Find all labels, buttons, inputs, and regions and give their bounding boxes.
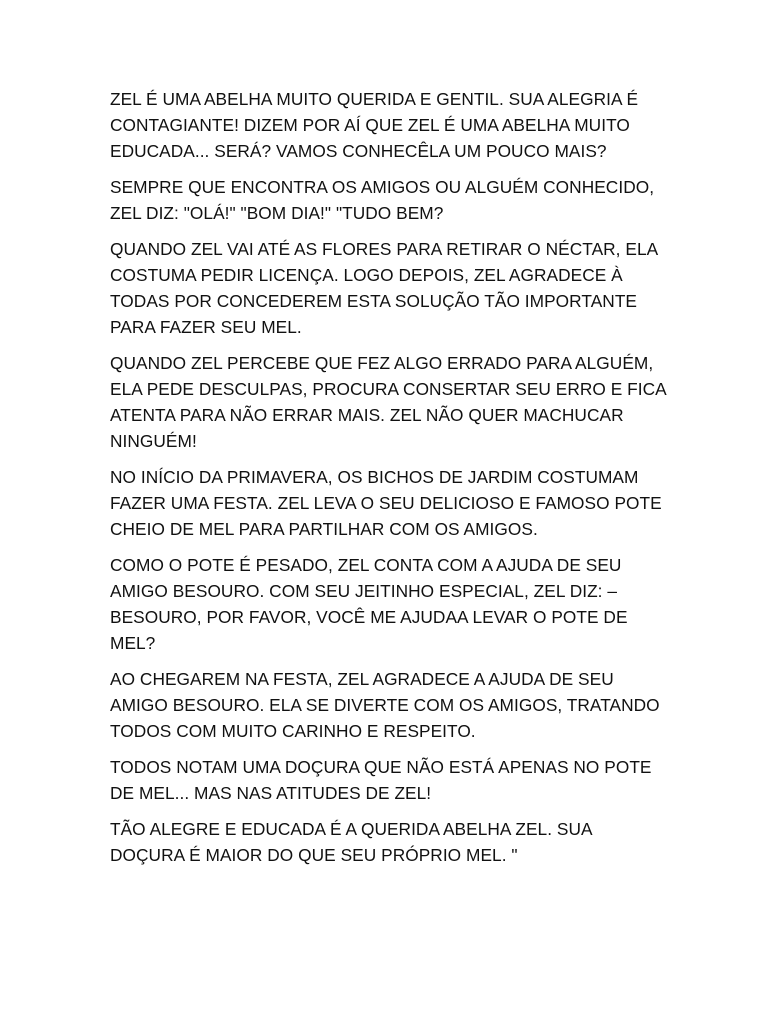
paragraph-3: QUANDO ZEL VAI ATÉ AS FLORES PARA RETIRAR O NÉCTAR, ELA COSTUMA PEDIR LICENÇA. LOGO DEPOIS, ZEL AGRADECE À TODAS POR CONCEDEREM ESTA SOLUÇÃO TÃO IMPORTANTE PARA FAZER SEU MEL. (110, 239, 659, 337)
paragraph-9: TÃO ALEGRE E EDUCADA É A QUERIDA ABELHA ZEL. SUA DOÇURA É MAIOR DO QUE SEU PRÓPRIO MEL. " (110, 819, 593, 865)
paragraph-2: SEMPRE QUE ENCONTRA OS AMIGOS OU ALGUÉM CONHECIDO, ZEL DIZ: "OLÁ!" "BOM DIA!" "TUDO BEM? (110, 177, 655, 223)
paragraph-4: QUANDO ZEL PERCEBE QUE FEZ ALGO ERRADO PARA ALGUÉM, ELA PEDE DESCULPAS, PROCURA CONSERTAR SEU ERRO E FICA ATENTA PARA NÃO ERRAR MAIS. ZEL NÃO QUER MACHUCAR NINGUÉM! (110, 353, 667, 451)
paragraph-8: TODOS NOTAM UMA DOÇURA QUE NÃO ESTÁ APENAS NO POTE DE MEL... MAS NAS ATITUDES DE ZEL! (110, 757, 652, 803)
paragraph-1: ZEL É UMA ABELHA MUITO QUERIDA E GENTIL. SUA ALEGRIA É CONTAGIANTE! DIZEM POR AÍ QUE ZEL É UMA ABELHA MUITO EDUCADA... SERÁ? VAMOS CONHECÊLA UM POUCO MAIS? (110, 89, 639, 161)
paragraph-5: NO INÍCIO DA PRIMAVERA, OS BICHOS DE JARDIM COSTUMAM FAZER UMA FESTA. ZEL LEVA O SEU DELICIOSO E FAMOSO POTE CHEIO DE MEL PARA PARTILHAR COM OS AMIGOS. (110, 467, 662, 539)
paragraph-6: COMO O POTE É PESADO, ZEL CONTA COM A AJUDA DE SEU AMIGO BESOURO. COM SEU JEITINHO ESPECIAL, ZEL DIZ: – BESOURO, POR FAVOR, VOCÊ ME AJUDAA LEVAR O POTE DE MEL? (110, 555, 628, 653)
paragraph-7: AO CHEGAREM NA FESTA, ZEL AGRADECE A AJUDA DE SEU AMIGO BESOURO. ELA SE DIVERTE COM OS AMIGOS, TRATANDO TODOS COM MUITO CARINHO E RESPEITO. (110, 669, 660, 741)
